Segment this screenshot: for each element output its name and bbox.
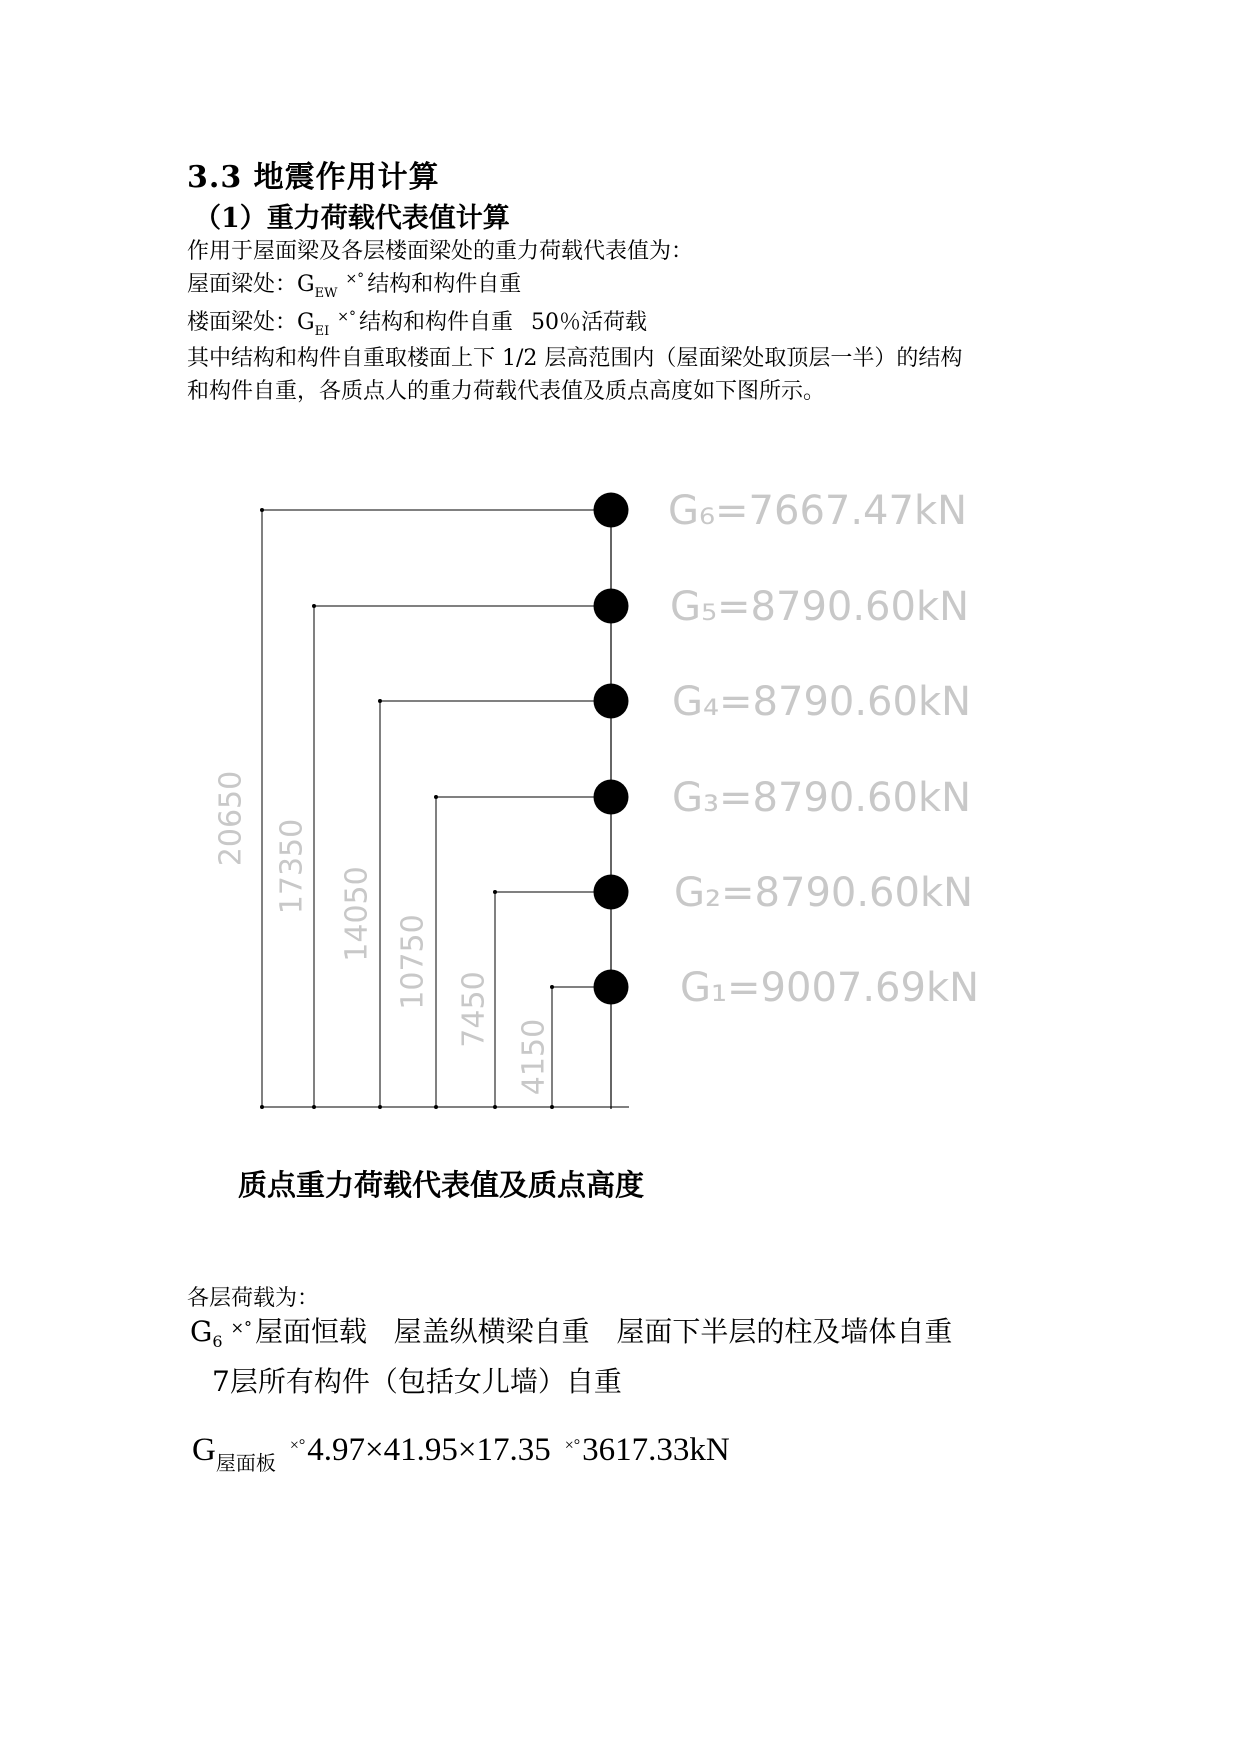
mass-point <box>594 589 629 624</box>
roof-mark: ×° <box>345 271 365 287</box>
loads-intro: 各层荷载为： <box>187 1286 320 1311</box>
roof-subscript: EW <box>314 286 338 301</box>
mass-label: G₂=8790.60kN <box>674 870 974 916</box>
dimension-tick <box>434 795 438 799</box>
mass-point <box>594 970 629 1005</box>
g6-symbol: G <box>190 1315 213 1348</box>
dimension-tick <box>493 1105 497 1109</box>
floor-mark: ×° <box>337 309 356 325</box>
dimension-tick <box>378 1105 382 1109</box>
mass-label: G₃=8790.60kN <box>672 775 972 821</box>
figure-caption: 质点重力荷载代表值及质点高度 <box>238 1168 645 1202</box>
floor-symbol: G <box>297 310 315 335</box>
mass-label: G₅=8790.60kN <box>670 584 970 630</box>
g6-mark: ×° <box>230 1318 252 1337</box>
height-label: 20650 <box>213 770 249 867</box>
roof-slab-formula <box>192 1432 730 1475</box>
height-label: 10750 <box>395 914 431 1010</box>
mass-label: G₄=8790.60kN <box>672 679 972 725</box>
g6-line-2: 7层所有构件（包括女儿墙）自重 <box>212 1365 622 1398</box>
dimension-tick <box>550 985 554 989</box>
description-line-2: 和构件自重，各质点人的重力荷载代表值及质点高度如下图所示。 <box>187 379 826 404</box>
formula-expression: 4.97×41.95×17.35 <box>307 1432 551 1468</box>
section-title: 3.3 地震作用计算 <box>187 160 440 195</box>
mass-point <box>594 493 629 528</box>
mass-point <box>594 875 629 910</box>
floor-subscript: EI <box>314 324 330 339</box>
dimension-tick <box>550 1105 554 1109</box>
height-label: 4150 <box>516 1018 552 1096</box>
subsection-title: （1）重力荷载代表值计算 <box>194 203 510 234</box>
formula-mark: ×° <box>289 1437 306 1454</box>
roof-text: 结构和构件自重 <box>367 272 522 297</box>
dimension-tick <box>378 699 382 703</box>
formula-result: 3617.33kN <box>582 1432 730 1468</box>
formula-symbol: G <box>192 1432 216 1468</box>
intro-paragraph: 作用于屋面梁及各层楼面梁处的重力荷载代表值为： <box>187 239 694 264</box>
floor-extra: 50％活荷载 <box>530 310 647 335</box>
height-label: 17350 <box>274 818 310 915</box>
dimension-tick <box>493 890 497 894</box>
dimension-tick <box>434 1105 438 1109</box>
mass-label: G₆=7667.47kN <box>668 488 968 534</box>
roof-prefix: 屋面梁处： <box>187 272 298 297</box>
height-label: 14050 <box>339 866 375 962</box>
description-line-1: 其中结构和构件自重取楼面上下 1/2 层高范围内（屋面梁处取顶层一半）的结构 <box>187 346 963 371</box>
mass-label: G₁=9007.69kN <box>680 965 980 1011</box>
formula-subscript: 屋面板 <box>215 1453 276 1475</box>
dimension-tick <box>260 1105 264 1109</box>
floor-text: 结构和构件自重 <box>358 310 513 335</box>
dimension-tick <box>312 604 316 608</box>
formula-mark-2: ×° <box>564 1437 581 1454</box>
mass-point <box>594 684 629 719</box>
dimension-tick <box>260 508 264 512</box>
height-label: 7450 <box>456 971 492 1048</box>
g6-line <box>190 1310 952 1350</box>
dimension-tick <box>312 1105 316 1109</box>
g6-text: 屋面恒载 屋盖纵横梁自重 屋面下半层的柱及墙体自重 <box>254 1315 953 1348</box>
mass-point <box>594 780 629 815</box>
roof-symbol: G <box>297 272 315 297</box>
g6-subscript: 6 <box>212 1332 223 1351</box>
floor-prefix: 楼面梁处： <box>187 310 298 335</box>
